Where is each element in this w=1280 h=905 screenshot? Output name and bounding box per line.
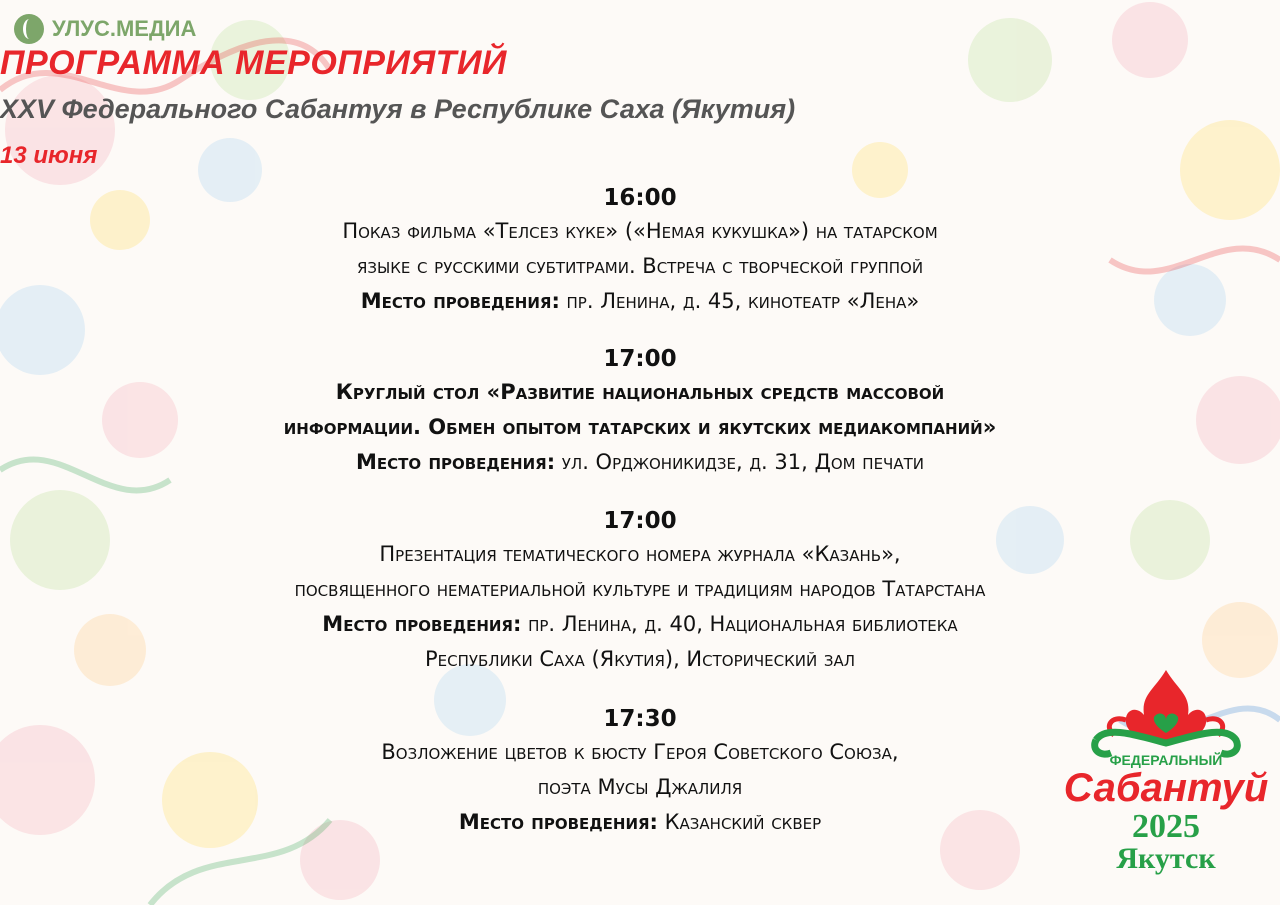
event-item: [0, 182, 1280, 319]
event-place: [0, 284, 1280, 319]
logo-city-label: Якутск: [1116, 842, 1216, 875]
event-time: 17:30: [603, 706, 677, 732]
place-value: пр. Ленина, д. 40, Национальная библиотека: [521, 612, 958, 636]
logo-year-label: 2025: [1132, 808, 1200, 845]
event-place: [0, 445, 1280, 480]
brand-name: УЛУС.МЕДИА: [52, 16, 197, 41]
event-time: 16:00: [603, 185, 677, 211]
event-description-line: языке с русскими субтитрами. Встреча с творческой группой: [356, 254, 924, 278]
event-description-line: информации. Обмен опытом татарских и якутских медиакомпаний»: [283, 415, 997, 439]
event-description-line: Показ фильма «Телсез күке» («Немая кукушка») на татарском: [342, 219, 938, 243]
place-value: пр. Ленина, д. 45, кинотеатр «Лена»: [559, 289, 920, 313]
event-description-line: Круглый стол «Развитие национальных средств массовой: [335, 380, 945, 404]
place-label: Место проведения:: [322, 612, 522, 636]
ulus-media-logo-icon: [14, 14, 44, 44]
event-description-line: Возложение цветов к бюсту Героя Советского Союза,: [381, 740, 899, 764]
event-description-line: поэта Мусы Джалиля: [537, 775, 743, 799]
event-description-line: посвященного нематериальной культуре и традициям народов Татарстана: [294, 577, 986, 601]
event-item: [0, 343, 1280, 480]
logo-federal-label: ФЕДЕРАЛЬНЫЙ: [1109, 752, 1223, 768]
place-label: Место проведения:: [458, 810, 658, 834]
event-item: [0, 505, 1280, 677]
place-value: Казанский сквер: [657, 810, 822, 834]
place-label: Место проведения:: [356, 450, 556, 474]
place-value: ул. Орджоникидзе, д. 31, Дом печати: [555, 450, 924, 474]
event-time: 17:00: [603, 508, 677, 534]
event-place-continuation: Республики Саха (Якутия), Исторический зал: [424, 647, 855, 671]
logo-sabantuy-label: Сабантуй: [1063, 766, 1269, 810]
page-title: ПРОГРАММА МЕРОПРИЯТИЙ: [0, 44, 507, 82]
place-label: Место проведения:: [360, 289, 560, 313]
event-place: [0, 607, 1280, 642]
event-description-line: Презентация тематического номера журнала «Казань»,: [379, 542, 901, 566]
event-date: 13 июня: [0, 142, 98, 169]
event-time: 17:00: [603, 346, 677, 372]
ulus-media-logo: [14, 14, 196, 44]
page-subtitle: XXV Федерального Сабантуя в Республике Саха (Якутия): [0, 94, 796, 124]
